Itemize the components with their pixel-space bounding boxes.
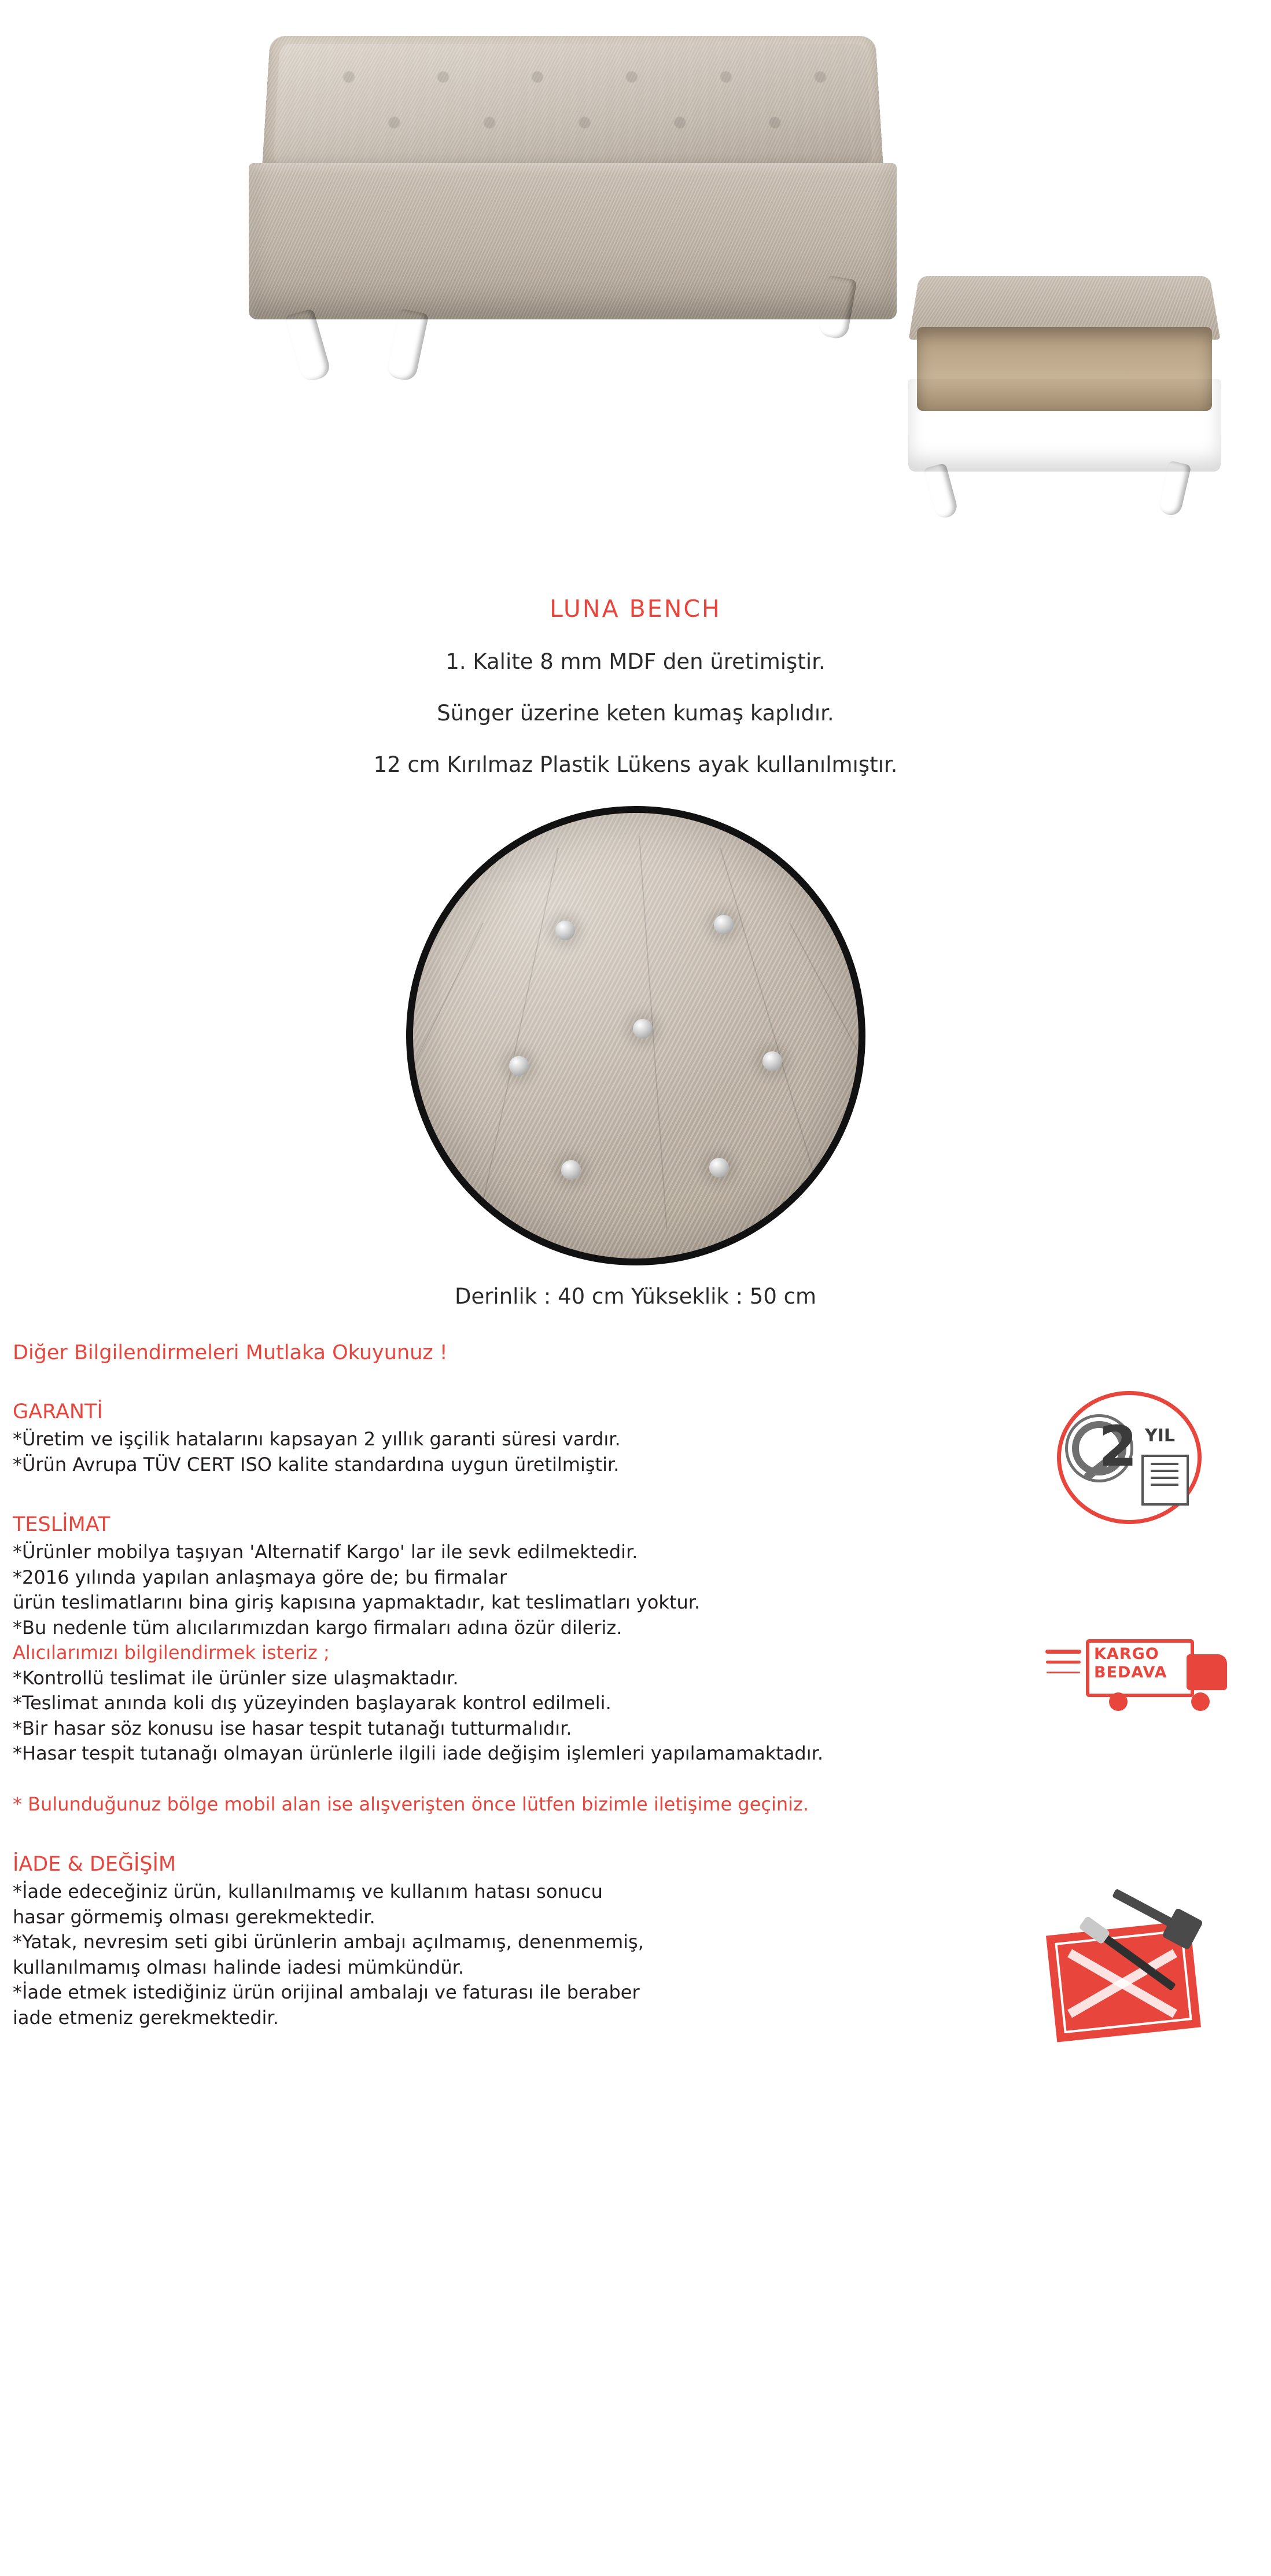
warranty-badge-icon bbox=[1057, 1391, 1202, 1524]
cargo-badge-line2: BEDAVA bbox=[1094, 1664, 1167, 1682]
fabric-detail-circle bbox=[406, 806, 865, 1265]
product-photo-area bbox=[0, 0, 1271, 584]
delivery-line: *2016 yılında yapılan anlaşmaya göre de; bu firmalar bbox=[13, 1566, 507, 1588]
warranty-years-number: 2 bbox=[1099, 1414, 1137, 1479]
delivery-line: *Bu nedenle tüm alıcılarımızdan kargo firmaları adına özür dileriz. bbox=[13, 1616, 622, 1639]
mobile-area-warning-section bbox=[13, 1792, 1271, 1817]
return-exchange-section bbox=[13, 1853, 1271, 2030]
delivery-section bbox=[13, 1513, 1271, 1767]
tuft-button bbox=[762, 1051, 782, 1071]
product-dimensions: Derinlik : 40 cm Yükseklik : 50 cm bbox=[454, 1284, 817, 1309]
warranty-heading: GARANTİ bbox=[13, 1400, 103, 1423]
delivery-line: *Kontrollü teslimat ile ürünler size ulaşmaktadır. bbox=[13, 1666, 459, 1689]
delivery-heading: TESLİMAT bbox=[13, 1513, 110, 1537]
tools-badge-icon bbox=[1040, 1905, 1231, 2061]
product-spec-line-3: 12 cm Kırılmaz Plastik Lükens ayak kullanılmıştır. bbox=[373, 752, 898, 777]
read-notice: Diğer Bilgilendirmeleri Mutlaka Okuyunuz ! bbox=[13, 1341, 448, 1364]
certificate-icon bbox=[1141, 1455, 1189, 1506]
return-line: *İade etmek istediğiniz ürün orijinal ambalajı ve faturası ile beraber bbox=[13, 1981, 640, 2004]
warranty-line: *Ürün Avrupa TÜV CERT ISO kalite standardına uygun üretilmiştir. bbox=[13, 1453, 620, 1475]
return-line: iade etmeniz gerekmektedir. bbox=[13, 2006, 279, 2029]
tuft-button bbox=[709, 1158, 729, 1177]
bench-closed-photo bbox=[249, 35, 897, 393]
tuft-button bbox=[509, 1056, 529, 1076]
return-line: *Yatak, nevresim seti gibi ürünlerin ambajı açılmamış, denenmemiş, bbox=[13, 1931, 644, 1953]
product-title: LUNA BENCH bbox=[550, 595, 721, 623]
delivery-line-highlight: Alıcılarımızı bilgilendirmek isteriz ; bbox=[13, 1642, 330, 1664]
return-line: *İade edeceğiniz ürün, kullanılmamış ve kullanım hatası sonucu bbox=[13, 1881, 603, 1903]
delivery-line: *Bir hasar söz konusu ise hasar tespit tutanağı tutturmalıdır. bbox=[13, 1717, 572, 1739]
delivery-line: *Ürünler mobilya taşıyan 'Alternatif Kargo' lar ile sevk edilmektedir. bbox=[13, 1541, 638, 1563]
return-heading: İADE & DEĞİŞİM bbox=[13, 1853, 176, 1876]
bench-body bbox=[908, 379, 1221, 472]
tuft-button bbox=[633, 1019, 653, 1039]
tuft-button bbox=[555, 921, 575, 940]
fabric-detail-area bbox=[0, 800, 1271, 1280]
mobile-area-warning: * Bulunduğunuz bölge mobil alan ise alışverişten önce lütfen bizimle iletişime geçiniz. bbox=[13, 1793, 809, 1815]
delivery-line: *Teslimat anında koli dış yüzeyinden başlayarak kontrol edilmeli. bbox=[13, 1692, 611, 1714]
return-line: kullanılmamış olması halinde iadesi mümkündür. bbox=[13, 1956, 465, 1978]
return-line: hasar görmemiş olması gerekmektedir. bbox=[13, 1905, 375, 1928]
product-spec-line-1: 1. Kalite 8 mm MDF den üretimiştir. bbox=[445, 649, 826, 674]
tuft-button bbox=[714, 915, 734, 934]
free-shipping-badge-icon bbox=[1045, 1629, 1236, 1727]
warranty-line: *Üretim ve işçilik hatalarını kapsayan 2 yıllık garanti süresi vardır. bbox=[13, 1428, 621, 1450]
cargo-badge-line1: KARGO bbox=[1094, 1645, 1159, 1664]
bench-body bbox=[249, 163, 897, 319]
warranty-years-unit: YIL bbox=[1145, 1426, 1176, 1446]
warranty-section bbox=[13, 1400, 1271, 1477]
product-spec-line-2: Sünger üzerine keten kumaş kaplıdır. bbox=[437, 701, 834, 726]
bench-open-photo bbox=[891, 272, 1238, 532]
bench-leg bbox=[284, 308, 332, 384]
bench-lid bbox=[262, 36, 884, 171]
speed-lines-icon bbox=[1045, 1650, 1081, 1654]
tuft-button bbox=[561, 1160, 581, 1180]
delivery-line: *Hasar tespit tutanağı olmayan ürünlerle ilgili iade değişim işlemleri yapılamamaktadır. bbox=[13, 1742, 824, 1765]
delivery-line: ürün teslimatlarını bina giriş kapısına yapmaktadır, kat teslimatları yoktur. bbox=[13, 1591, 701, 1614]
